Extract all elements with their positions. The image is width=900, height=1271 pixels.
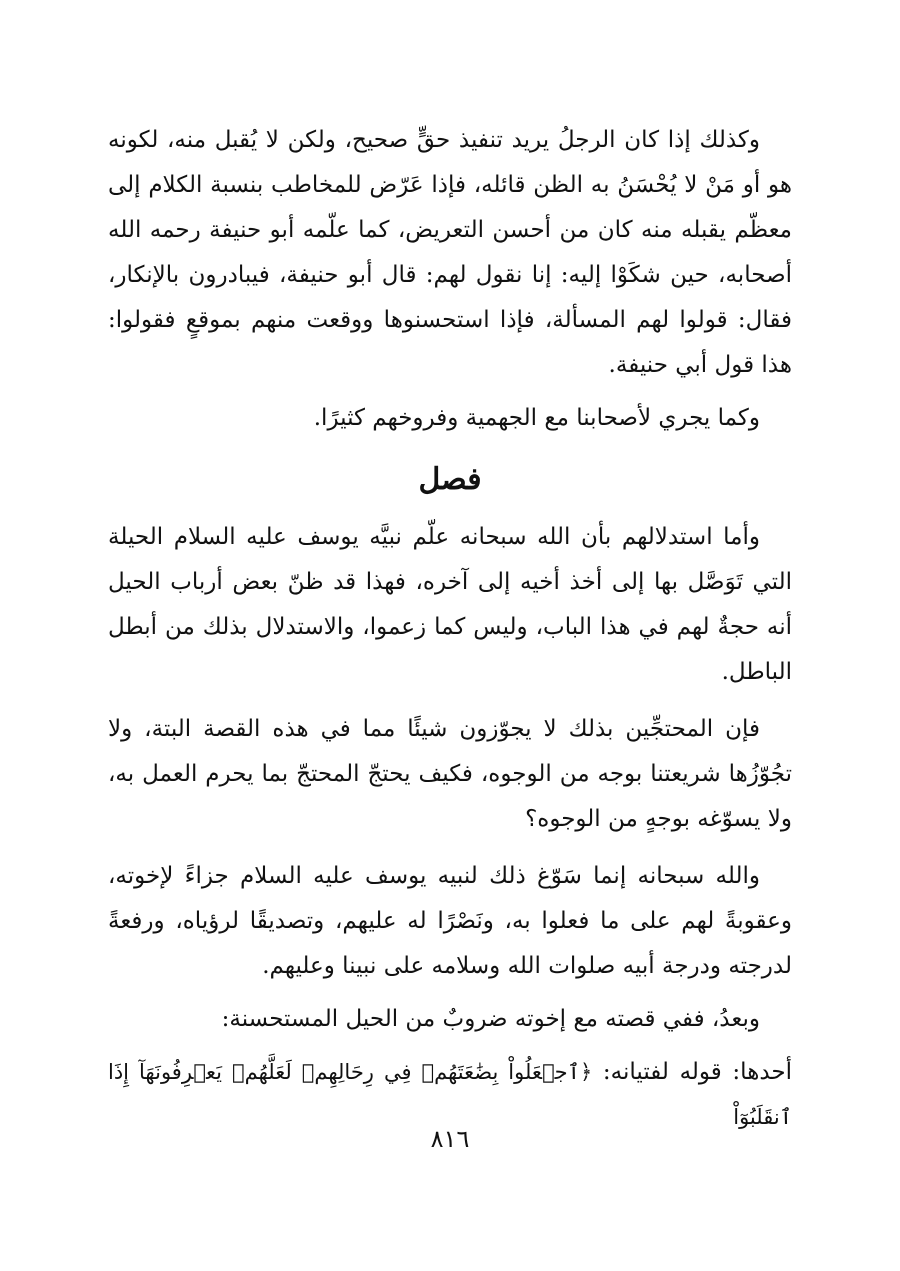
- section-heading: فصل: [418, 462, 482, 497]
- paragraph-types-of-stratagems-text: وبعدُ، ففي قصته مع إخوته ضروبٌ من الحيل المستحسنة:: [221, 1006, 760, 1032]
- quran-verse: ﴿ٱجۡعَلُواْ بِضَٰعَتَهُمۡ فِي رِحَالِهِمۡ لَعَلَّهُمۡ يَعۡرِفُونَهَآ إِذَا ٱنقَلَبُوٓاْ: [108, 1060, 792, 1129]
- paragraph-hanifa-example-text: وكذلك إذا كان الرجلُ يريد تنفيذ حقٍّ صحيح، ولكن لا يُقبل منه، لكونه هو أو مَنْ لا يُحْسَنُ به الظن قائله، فإذا عَرّض للمخاطب بنسبة الكلام إلى معظّم يقبله منه كان من أحسن التعريض، كما علّمه أبو حنيفة رحمه الله أصحابه، حين شكَوْا إليه: إنا نقول لهم: قال أبو حنيفة، فيبادرون بالإنكار، فقال: قولوا لهم المسألة، فإذا استحسنوها ووقعت منهم بموقعٍ فقولوا: هذا قول أبي حنيفة.: [108, 127, 792, 378]
- paragraph-refutation-text: فإن المحتجِّين بذلك لا يجوّزون شيئًا مما في هذه القصة البتة، ولا تجُوّزُها شريعتنا بوجه من الوجوه، فكيف يحتجّ المحتجّ بما يحرم العمل به، ولا يسوّغه بوجهٍ من الوجوه؟: [108, 716, 792, 832]
- paragraph-types-of-stratagems: [108, 997, 792, 1042]
- paragraph-refutation: [108, 707, 792, 842]
- paragraph-hanifa-example: [108, 118, 792, 388]
- page-body: [108, 118, 792, 1140]
- paragraph-yusuf-argument-text: وأما استدلالهم بأن الله سبحانه علّم نبيَّه يوسف عليه السلام الحيلة التي تَوَصَّل بها إلى أخذ أخيه إلى آخره، فهذا قد ظنّ بعض أرباب الحيل أنه حجةٌ لهم في هذا الباب، وليس كما زعموا، والاستدلال بذلك من أبطل الباطل.: [108, 524, 792, 685]
- first-stratagem-lead: أحدها: قوله لفتيانه:: [592, 1059, 792, 1085]
- paragraph-divine-justification-text: والله سبحانه إنما سَوّغ ذلك لنبيه يوسف عليه السلام جزاءً لإخوته، وعقوبةً لهم على ما فعلوا به، ونَصْرًا له عليهم، وتصديقًا لرؤياه، ورفعةً لدرجته ودرجة أبيه صلوات الله وسلامه على نبينا وعليهم.: [108, 863, 792, 979]
- page-number: ٨١٦: [430, 1125, 470, 1153]
- paragraph-divine-justification: [108, 854, 792, 989]
- paragraph-jahmiyya-text: وكما يجري لأصحابنا مع الجهمية وفروخهم كثيرًا.: [313, 405, 760, 431]
- paragraph-yusuf-argument: [108, 515, 792, 695]
- paragraph-jahmiyya: [108, 396, 792, 441]
